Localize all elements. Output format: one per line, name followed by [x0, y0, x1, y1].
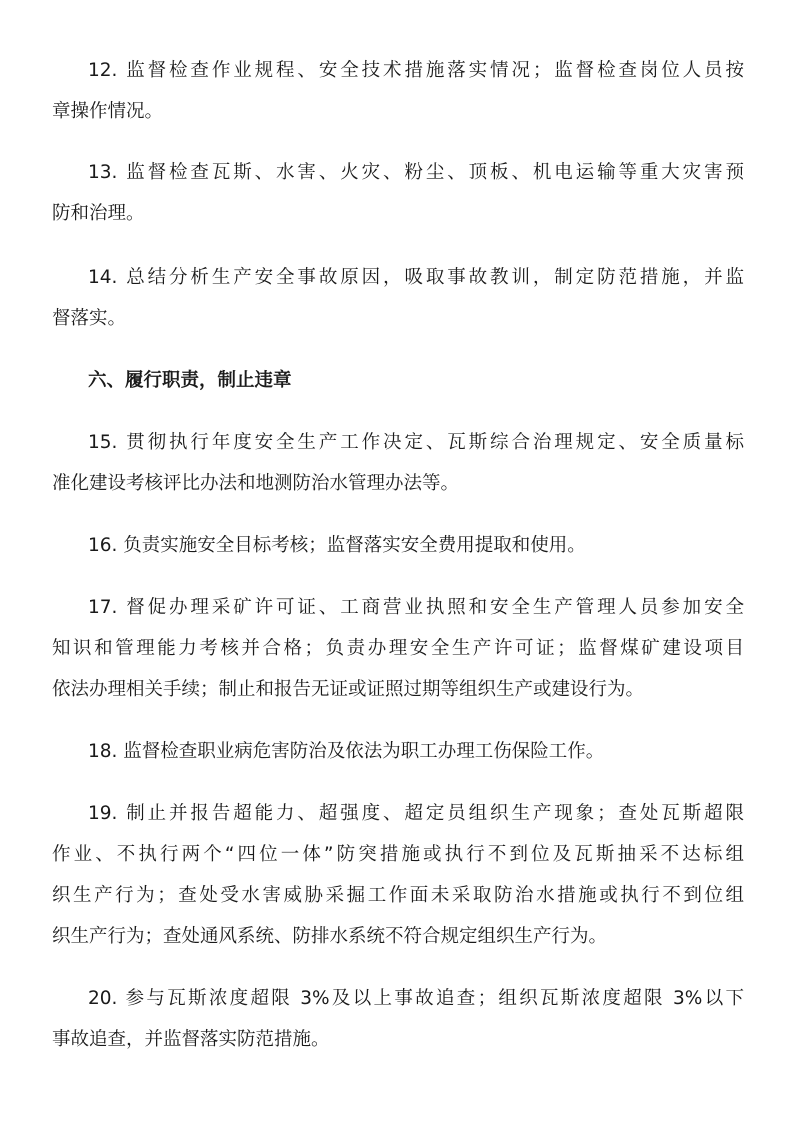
paragraph-17-line-3: 依法办理相关手续；制止和报告无证或证照过期等组织生产或建设行为。 — [52, 679, 645, 700]
paragraph-12-line-2: 章操作情况。 — [52, 101, 164, 122]
paragraph-19-line-2: 作业、不执行两个“四位一体”防突措施或执行不到位及瓦斯抽采不达标组 — [52, 844, 744, 865]
paragraph-15-line-1: 15. 贯彻执行年度安全生产工作决定、瓦斯综合治理规定、安全质量标 — [88, 432, 744, 453]
paragraph-20-line-2: 事故追查，并监督落实防范措施。 — [52, 1029, 330, 1050]
paragraph-13-line-2: 防和治理。 — [52, 203, 145, 224]
paragraph-19-line-3: 织生产行为；查处受水害威胁采掘工作面未采取防治水措施或执行不到位组 — [52, 885, 744, 906]
paragraph-17-line-2: 知识和管理能力考核并合格；负责办理安全生产许可证；监督煤矿建设项目 — [52, 638, 744, 659]
paragraph-19-line-4: 织生产行为；查处通风系统、防排水系统不符合规定组织生产行为。 — [52, 926, 608, 947]
paragraph-14-line-1: 14. 总结分析生产安全事故原因，吸取事故教训，制定防范措施，并监 — [88, 267, 744, 288]
paragraph-18-line-1: 18. 监督检查职业病危害防治及依法为职工办理工伤保险工作。 — [88, 741, 605, 762]
paragraph-19-line-1: 19. 制止并报告超能力、超强度、超定员组织生产现象；查处瓦斯超限 — [88, 803, 744, 824]
paragraph-13-line-1: 13. 监督检查瓦斯、水害、火灾、粉尘、顶板、机电运输等重大灾害预 — [88, 162, 744, 183]
paragraph-17-line-1: 17. 督促办理采矿许可证、工商营业执照和安全生产管理人员参加安全 — [88, 597, 744, 618]
paragraph-20-line-1: 20. 参与瓦斯浓度超限 3%及以上事故追查；组织瓦斯浓度超限 3%以下 — [88, 988, 744, 1009]
paragraph-15-line-2: 准化建设考核评比办法和地测防治水管理办法等。 — [52, 473, 460, 494]
paragraph-16-line-1: 16. 负责实施安全目标考核；监督落实安全费用提取和使用。 — [88, 535, 586, 556]
paragraph-14-line-2: 督落实。 — [52, 308, 127, 329]
section-heading: 六、履行职责，制止违章 — [88, 370, 292, 391]
paragraph-12-line-1: 12. 监督检查作业规程、安全技术措施落实情况；监督检查岗位人员按 — [88, 60, 744, 81]
